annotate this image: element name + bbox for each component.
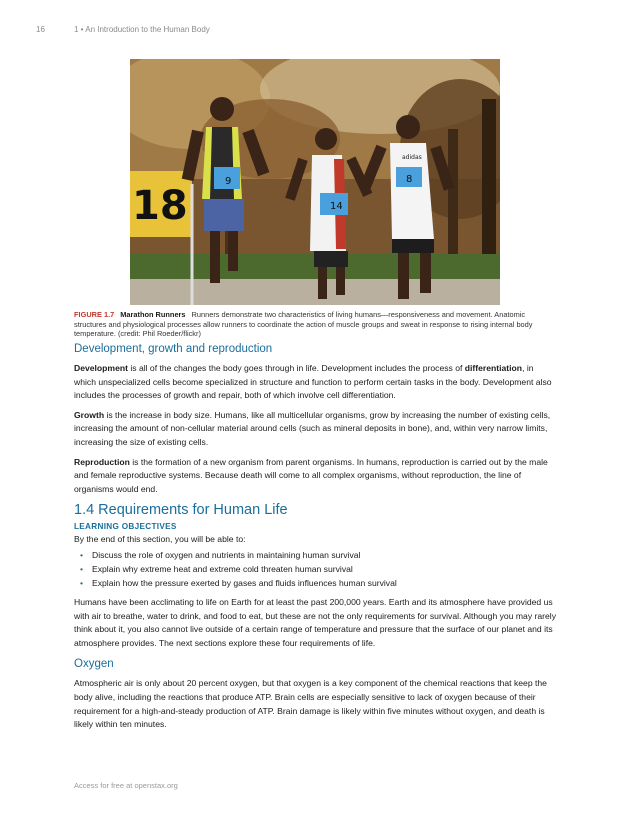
mile-sign-number: 18 xyxy=(132,183,188,229)
growth-paragraph xyxy=(74,409,556,450)
main-content xyxy=(74,343,556,738)
development-text-b: , in which unspecialized cells become specialized in structure and function to perform certain tasks in the body. Development also includes the processes of growth and repair, both of which involve cell differentiation. xyxy=(74,363,552,401)
term-reproduction: Reproduction xyxy=(74,456,130,467)
page-footer: Access for free at openstax.org xyxy=(74,781,178,790)
dev-heading: Development, growth and reproduction xyxy=(74,343,273,355)
term-development: Development xyxy=(74,363,128,373)
objective-item: • Explain how the pressure exerted by gases and fluids influences human survival xyxy=(92,576,556,590)
marathon-runners-photo xyxy=(130,59,500,305)
figure-title: Marathon Runners xyxy=(120,310,186,319)
learning-objectives-intro: By the end of this section, you will be able to: xyxy=(74,534,246,545)
oxygen-heading: Oxygen xyxy=(74,658,114,671)
running-head xyxy=(36,25,210,34)
development-text-a: is all of the changes the body goes through in life. Development includes the process of xyxy=(127,363,465,373)
learning-objectives-list xyxy=(74,548,556,590)
bib-number-left: 9 xyxy=(225,176,232,187)
development-paragraph xyxy=(74,362,556,403)
term-differentiation: differentiation xyxy=(464,363,523,373)
figure-caption-text: Runners demonstrate two characteristics of living humans—responsiveness and movement. Anatomic structures and physiological processes allow runners to coordinate the action of muscle groups and sweat in response to rising internal body temperature. (credit: Phil Roeder/flickr) xyxy=(74,310,533,338)
figure-label: FIGURE 1.7 xyxy=(74,310,115,319)
learning-objectives-title: LEARNING OBJECTIVES xyxy=(74,522,177,532)
chapter-title: 1 • An Introduction to the Human Body xyxy=(74,25,210,34)
bib-number-middle: 14 xyxy=(330,201,343,212)
objective-item: • Discuss the role of oxygen and nutrients in maintaining human survival xyxy=(92,548,556,562)
bib-number-right: 8 xyxy=(406,174,413,185)
reproduction-paragraph xyxy=(74,456,556,497)
figure-caption xyxy=(74,310,556,339)
reproduction-text: is the formation of a new organism from parent organisms. In humans, reproduction is carried out by the male and female reproductive systems. Because death will come to all complex organisms, without reproduction, the line of organisms would end. xyxy=(74,456,548,494)
section-intro-paragraph: Humans have been acclimating to life on Earth for at least the past 200,000 years. Earth and its atmosphere have provided us with air to breathe, water to drink, and food to eat, but these are not the only requirements for survival. Although you may rarely think about it, you also cannot live outside of a certain range of temperature and pressure that the surface of our planet and its atmosphere provides. The next sections explore these four requirements of life. xyxy=(74,596,556,648)
kit-brand-text: adidas xyxy=(402,154,422,161)
term-growth: Growth xyxy=(74,409,105,420)
section-heading: 1.4 Requirements for Human Life xyxy=(74,502,288,519)
growth-text: is the increase in body size. Humans, like all multicellular organisms, grow by increasing the number of existing cells, increasing the amount of non-cellular material around cells (such as mineral deposits in bone), and, within very narrow limits, increasing the size of existing cells. xyxy=(74,409,551,447)
objective-item: • Explain why extreme heat and extreme cold threaten human survival xyxy=(92,562,556,576)
page-number: 16 xyxy=(36,25,45,34)
oxygen-paragraph: Atmospheric air is only about 20 percent oxygen, but that oxygen is a key component of the chemical reactions that keep the body alive, including the reactions that produce ATP. Brain cells are especially sensitive to lack of oxygen because of their requirement for a high-and-steady production of ATP. Brain damage is likely within five minutes without oxygen, and death is likely within ten minutes. xyxy=(74,678,547,730)
